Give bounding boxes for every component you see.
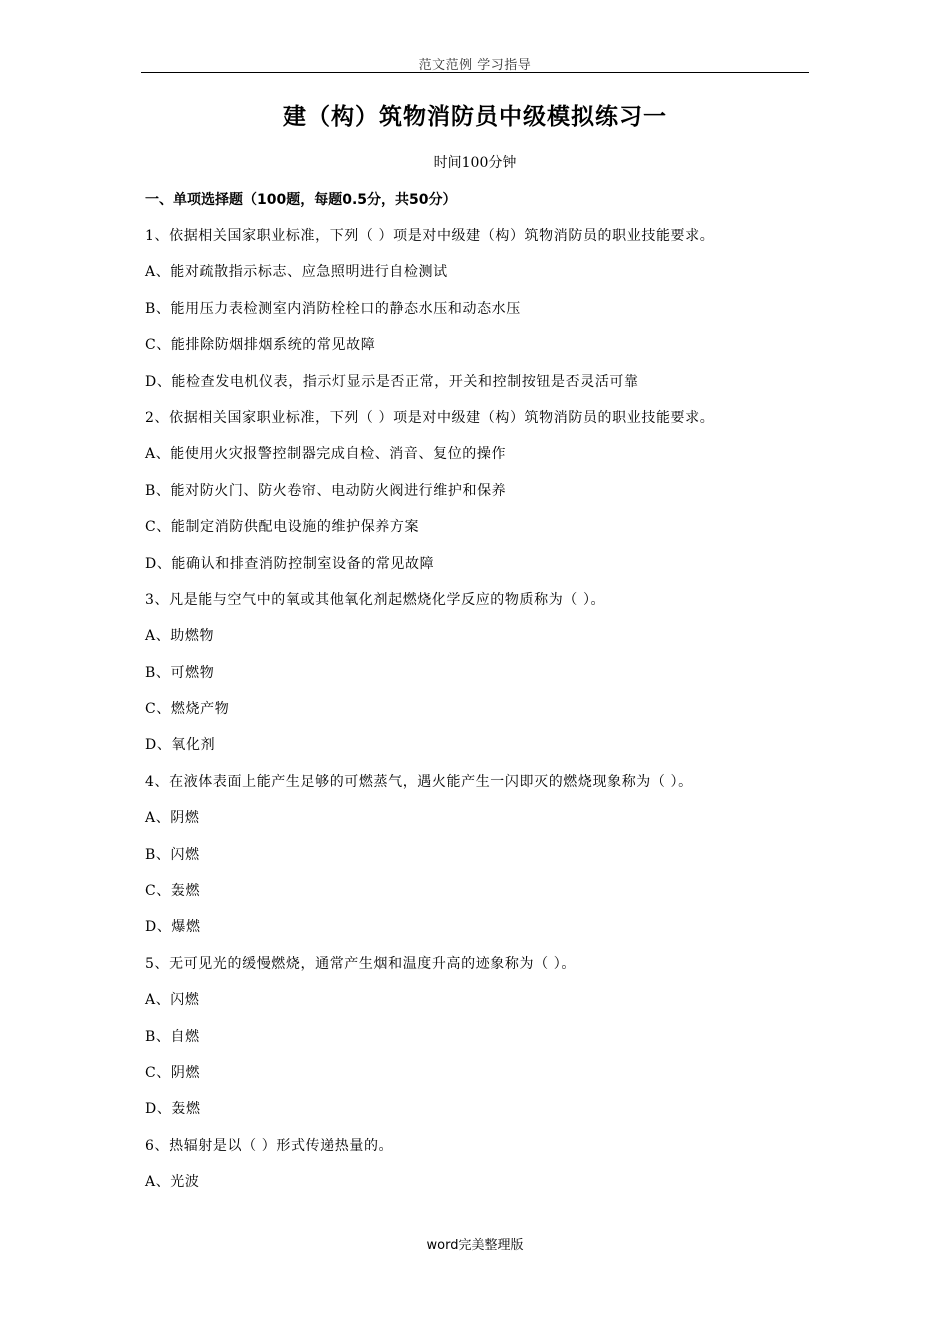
question-line: 2、依据相关国家职业标准，下列（ ）项是对中级建（构）筑物消防员的职业技能要求。 [145, 409, 715, 426]
option-line: C、轰燃 [145, 883, 201, 900]
option-line: B、可燃物 [145, 664, 215, 681]
option-line: B、闪燃 [145, 846, 200, 863]
option-line: C、能排除防烟排烟系统的常见故障 [145, 337, 376, 354]
option-line: B、能对防火门、防火卷帘、电动防火阀进行维护和保养 [145, 482, 507, 499]
option-line: B、能用压力表检测室内消防栓栓口的静态水压和动态水压 [145, 300, 521, 317]
section-heading: 一、单项选择题（100题，每题0.5分，共50分） [145, 192, 457, 208]
header-rule [141, 72, 809, 73]
question-line: 6、热辐射是以（ ）形式传递热量的。 [145, 1137, 394, 1154]
option-line: B、自燃 [145, 1028, 200, 1045]
question-line: 1、依据相关国家职业标准，下列（ ）项是对中级建（构）筑物消防员的职业技能要求。 [145, 228, 715, 244]
option-line: D、能确认和排查消防控制室设备的常见故障 [145, 555, 435, 572]
option-line: A、闪燃 [145, 992, 200, 1009]
question-line: 5、无可见光的缓慢燃烧，通常产生烟和温度升高的迹象称为（ ）。 [145, 955, 576, 972]
document-title: 建（构）筑物消防员中级模拟练习一 [283, 103, 667, 130]
option-line: A、能使用火灾报警控制器完成自检、消音、复位的操作 [145, 446, 507, 463]
page-footer: word完美整理版 [426, 1238, 524, 1253]
page-header: 范文范例 学习指导 [418, 58, 532, 73]
option-line: C、阴燃 [145, 1064, 201, 1081]
question-line: 3、凡是能与空气中的氧或其他氧化剂起燃烧化学反应的物质称为（ ）。 [145, 591, 606, 608]
option-line: C、燃烧产物 [145, 701, 230, 718]
option-line: D、轰燃 [145, 1101, 201, 1118]
question-line: 4、在液体表面上能产生足够的可燃蒸气，遇火能产生一闪即灭的燃烧现象称为（ ）。 [145, 773, 693, 790]
option-line: D、爆燃 [145, 919, 201, 936]
option-line: A、助燃物 [145, 628, 215, 645]
document-subtitle: 时间100分钟 [433, 155, 517, 171]
option-line: D、氧化剂 [145, 737, 216, 754]
question-list [145, 225, 820, 1208]
option-line: A、光波 [145, 1174, 200, 1191]
option-line: A、能对疏散指示标志、应急照明进行自检测试 [145, 264, 448, 281]
option-line: A、阴燃 [145, 810, 200, 827]
option-line: D、能检查发电机仪表，指示灯显示是否正常，开关和控制按钮是否灵活可靠 [145, 373, 639, 390]
option-line: C、能制定消防供配电设施的维护保养方案 [145, 519, 420, 536]
